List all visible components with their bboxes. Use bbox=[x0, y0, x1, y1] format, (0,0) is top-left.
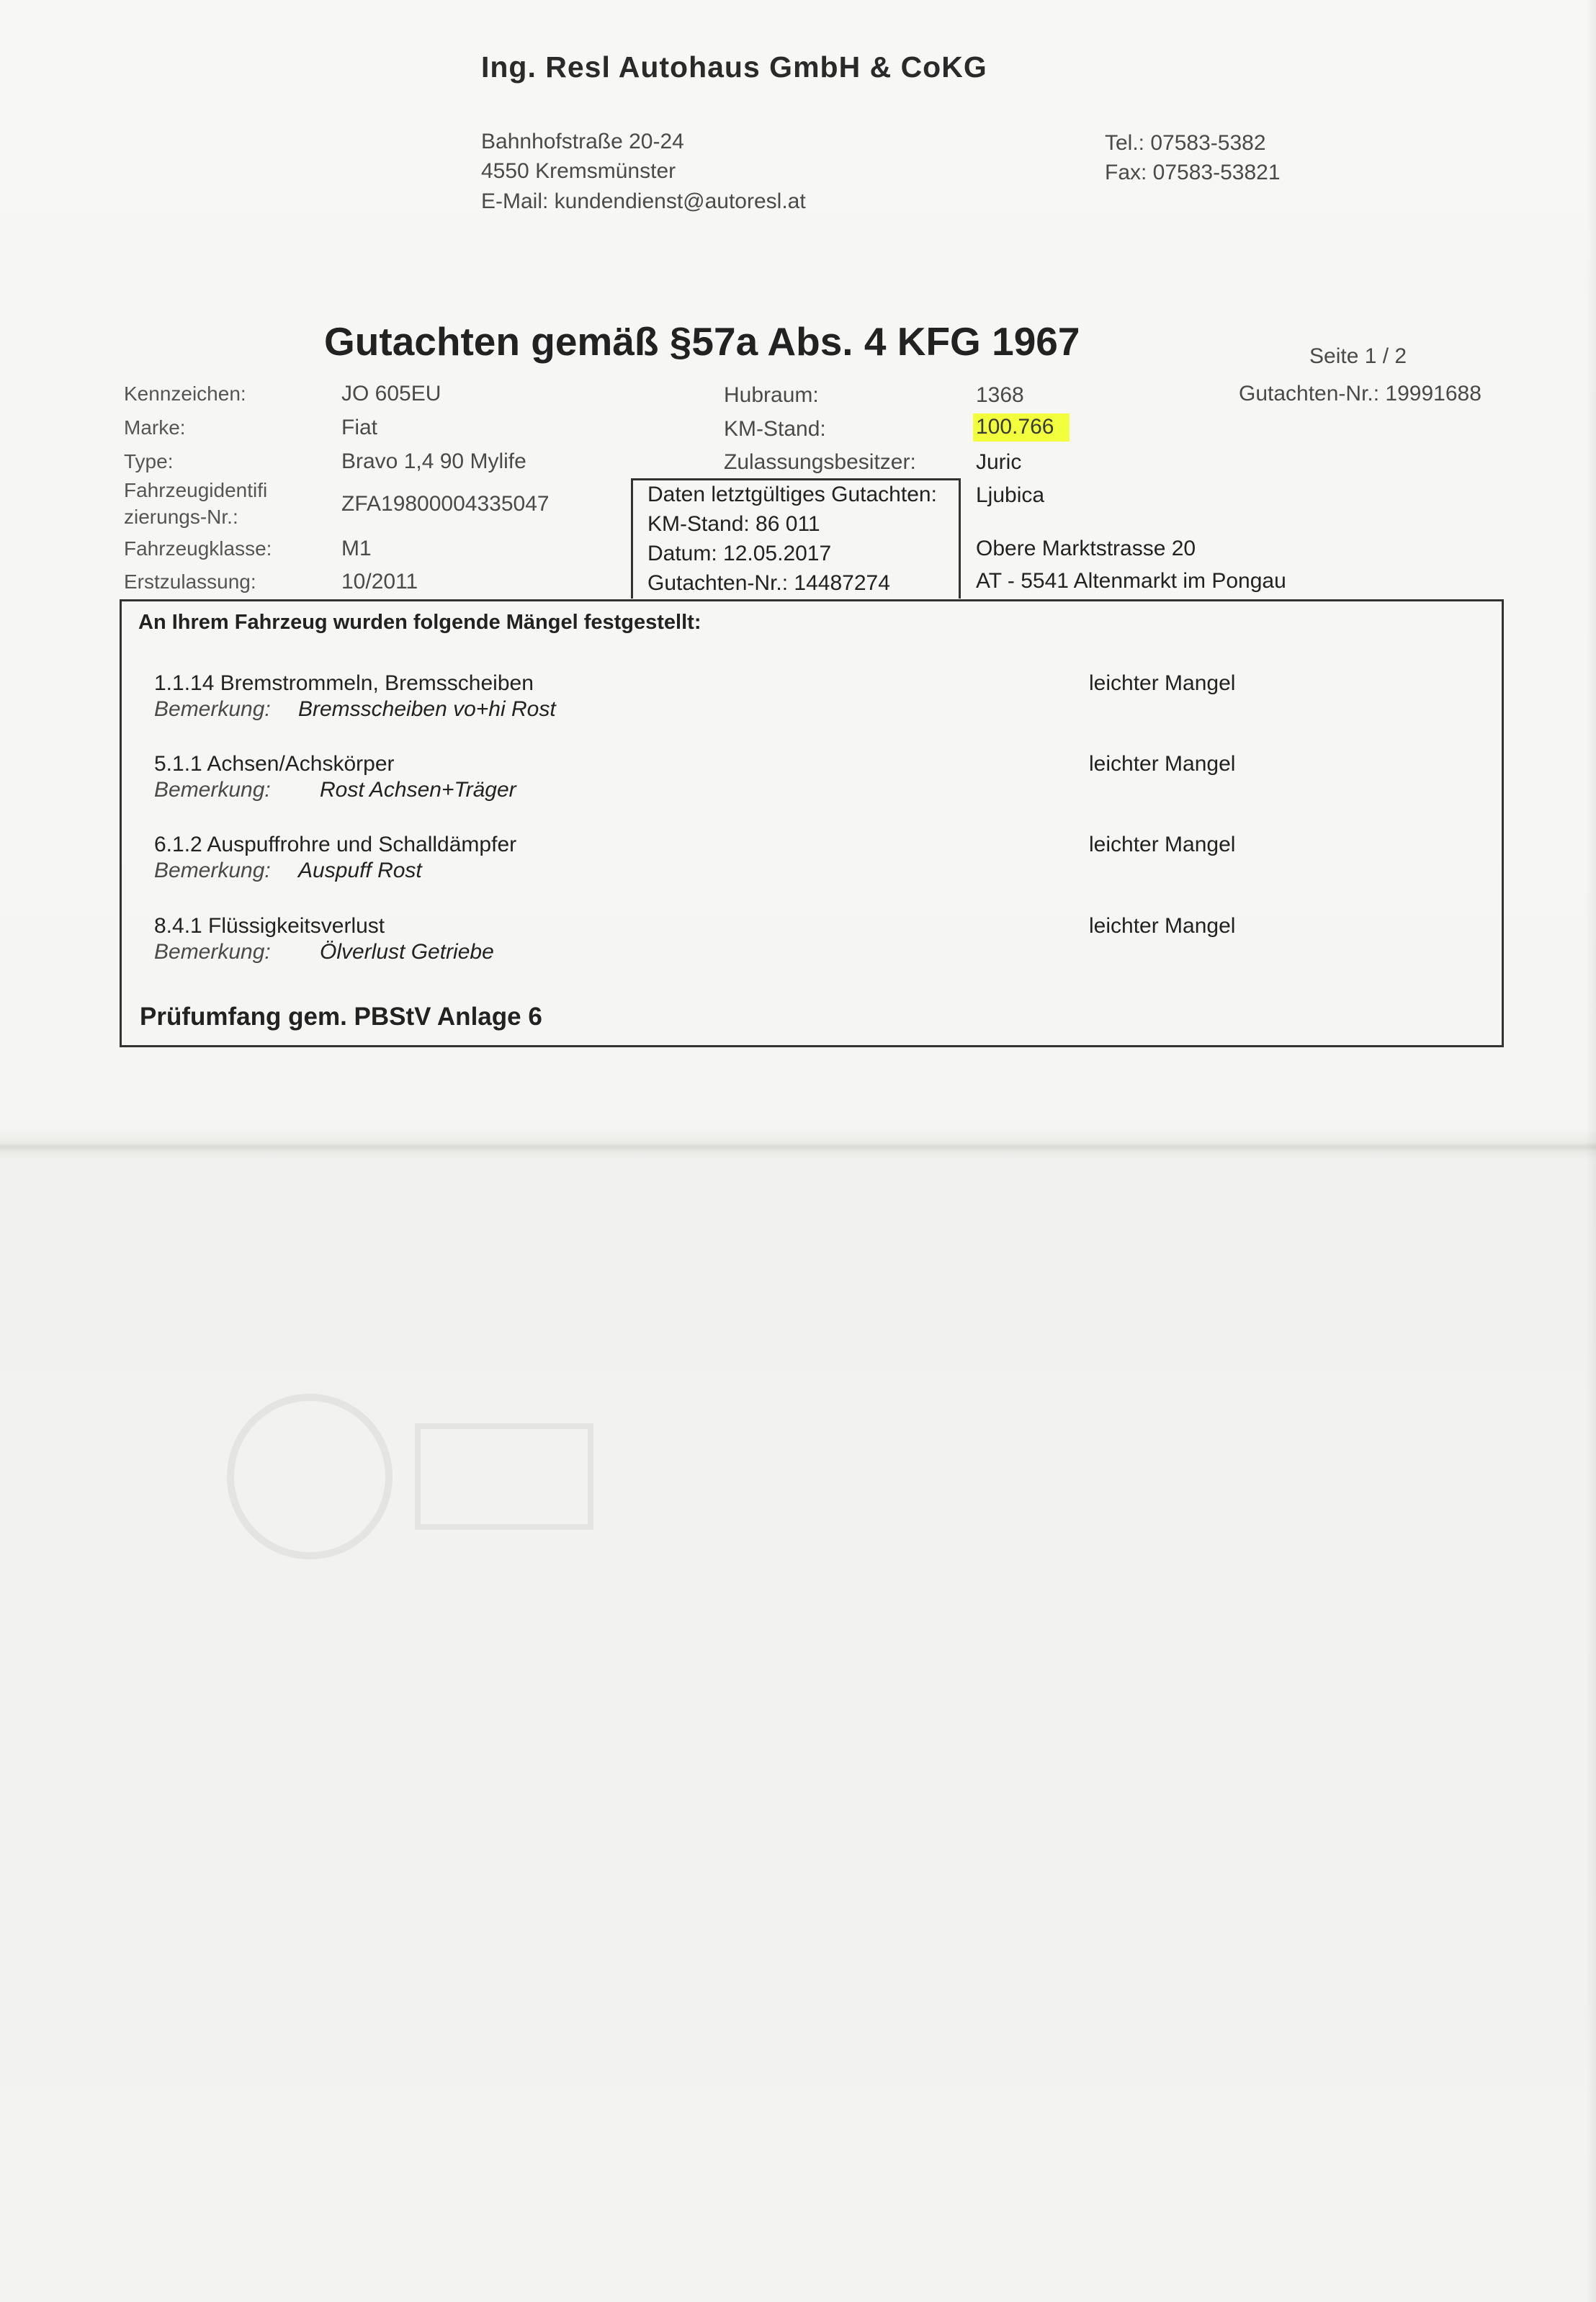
previous-report-number: Gutachten-Nr.: 14487274 bbox=[647, 571, 890, 595]
defects-box bbox=[120, 599, 1504, 1047]
defects-heading: An Ihrem Fahrzeug wurden folgende Mängel festgestellt: bbox=[138, 611, 701, 634]
defect-3-severity: leichter Mangel bbox=[1089, 833, 1236, 856]
value-type: Bravo 1,4 90 Mylife bbox=[341, 449, 526, 473]
defect-4-severity: leichter Mangel bbox=[1089, 914, 1236, 938]
owner-street: Obere Marktstrasse 20 bbox=[976, 537, 1196, 560]
defect-1-severity: leichter Mangel bbox=[1089, 671, 1236, 695]
defect-2-remark-label: Bemerkung: bbox=[154, 778, 271, 802]
faint-stamp-mark bbox=[202, 1383, 605, 1570]
label-type: Type: bbox=[124, 450, 174, 473]
defect-3-remark-label: Bemerkung: bbox=[154, 859, 271, 882]
defect-4-remark-label: Bemerkung: bbox=[154, 940, 271, 964]
company-name: Ing. Resl Autohaus GmbH & CoKG bbox=[481, 50, 987, 84]
previous-date: Datum: 12.05.2017 bbox=[647, 542, 832, 565]
value-kennzeichen: JO 605EU bbox=[341, 382, 441, 406]
value-erstzulassung: 10/2011 bbox=[341, 570, 418, 594]
paper-fold bbox=[0, 1142, 1596, 1152]
label-kennzeichen: Kennzeichen: bbox=[124, 382, 246, 405]
defect-3-remark: Auspuff Rost bbox=[298, 859, 422, 882]
km-stand-highlight: 100.766 bbox=[973, 413, 1070, 442]
defect-1-remark-label: Bemerkung: bbox=[154, 697, 271, 721]
company-street: Bahnhofstraße 20-24 bbox=[481, 130, 684, 153]
defect-2-code: 5.1.1 Achsen/Achskörper bbox=[154, 752, 395, 776]
previous-report-heading: Daten letztgültiges Gutachten: bbox=[647, 483, 937, 506]
label-zulassungsbesitzer: Zulassungsbesitzer: bbox=[724, 450, 916, 474]
company-fax: Fax: 07583-53821 bbox=[1105, 161, 1281, 184]
label-erstzulassung: Erstzulassung: bbox=[124, 570, 256, 593]
value-fin: ZFA19800004335047 bbox=[341, 492, 550, 516]
value-km-stand bbox=[973, 415, 1070, 439]
label-km-stand: KM-Stand: bbox=[724, 417, 826, 441]
document-title: Gutachten gemäß §57a Abs. 4 KFG 1967 bbox=[324, 319, 1080, 364]
owner-surname: Juric bbox=[976, 450, 1022, 474]
inspection-scope-note: Prüfumfang gem. PBStV Anlage 6 bbox=[140, 1003, 542, 1031]
label-fahrzeugklasse: Fahrzeugklasse: bbox=[124, 537, 272, 560]
paper-edge-shadow bbox=[1586, 0, 1596, 2302]
page-number: Seite 1 / 2 bbox=[1309, 344, 1407, 368]
report-number: Gutachten-Nr.: 19991688 bbox=[1239, 382, 1481, 406]
company-city: 4550 Kremsmünster bbox=[481, 159, 676, 183]
defect-2-severity: leichter Mangel bbox=[1089, 752, 1236, 776]
previous-km: KM-Stand: 86 011 bbox=[647, 512, 820, 536]
label-fin-line2: zierungs-Nr.: bbox=[124, 506, 238, 528]
value-hubraum: 1368 bbox=[976, 383, 1024, 407]
defect-3-code: 6.1.2 Auspuffrohre und Schalldämpfer bbox=[154, 833, 517, 856]
owner-firstname: Ljubica bbox=[976, 483, 1045, 507]
defect-4-remark: Ölverlust Getriebe bbox=[320, 940, 494, 964]
label-marke: Marke: bbox=[124, 416, 186, 439]
defect-2-remark: Rost Achsen+Träger bbox=[320, 778, 516, 802]
value-marke: Fiat bbox=[341, 416, 378, 439]
defect-4-code: 8.4.1 Flüssigkeitsverlust bbox=[154, 914, 385, 938]
defect-1-remark: Bremsscheiben vo+hi Rost bbox=[298, 697, 556, 721]
label-hubraum: Hubraum: bbox=[724, 383, 819, 407]
company-phone: Tel.: 07583-5382 bbox=[1105, 131, 1266, 155]
owner-city: AT - 5541 Altenmarkt im Pongau bbox=[976, 569, 1286, 593]
defect-1-code: 1.1.14 Bremstrommeln, Bremsscheiben bbox=[154, 671, 534, 695]
value-fahrzeugklasse: M1 bbox=[341, 537, 372, 560]
company-email: E-Mail: kundendienst@autoresl.at bbox=[481, 189, 806, 213]
label-fin-line1: Fahrzeugidentifi bbox=[124, 479, 268, 501]
